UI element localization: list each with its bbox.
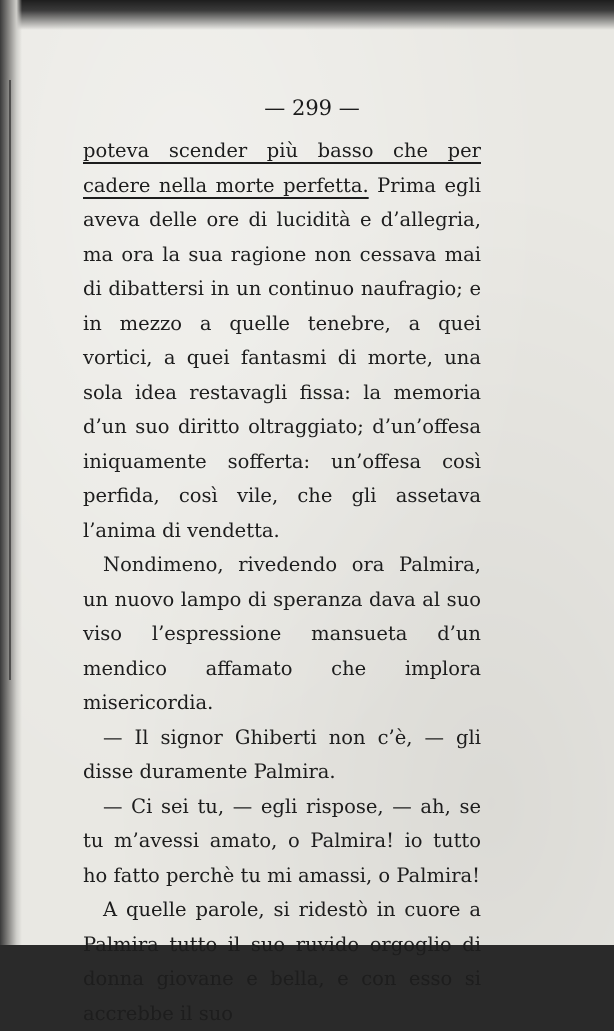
underlined-passage: poteva scender più basso che per cadere nella morte perfetta. (83, 139, 481, 197)
paragraph-1-continuation: Prima egli aveva delle ore di lucidità e d’allegria, ma ora la sua ragione non cessava mai di dibattersi in un continuo naufragio; e in mezzo a quelle tenebre, a quei vortici, a quei fantasmi di morte, una sola idea restavagli fissa: la memoria d’un suo diritto oltraggiato; d’un’offesa iniquamente sofferta: un’offesa così perfida, così vile, che gli assetava l’anima di vendetta. (83, 173, 481, 542)
body-text (83, 134, 481, 1031)
page-binding-edge (0, 0, 22, 945)
paragraph-5: A quelle parole, si ridestò in cuore a Palmira tutto il suo ruvido orgoglio di donna giovane e bella, e con esso si accrebbe il suo (83, 898, 481, 1025)
scan-top-shadow (0, 0, 614, 30)
binding-crease (9, 80, 11, 680)
paragraph-3: — Il signor Ghiberti non c’è, — gli disse duramente Palmira. (83, 725, 481, 783)
paragraph-2: Nondimeno, rivedendo ora Palmira, un nuovo lampo di speranza dava al suo viso l’espressione mansueta d’un mendico affamato che implora misericordia. (83, 553, 481, 714)
page-number: — 299 — (264, 96, 360, 120)
paragraph-1 (83, 134, 481, 548)
paragraph-4: — Ci sei tu, — egli rispose, — ah, se tu m’avessi amato, o Palmira! io tutto ho fatto perchè tu mi amassi, o Palmira! (83, 794, 481, 887)
